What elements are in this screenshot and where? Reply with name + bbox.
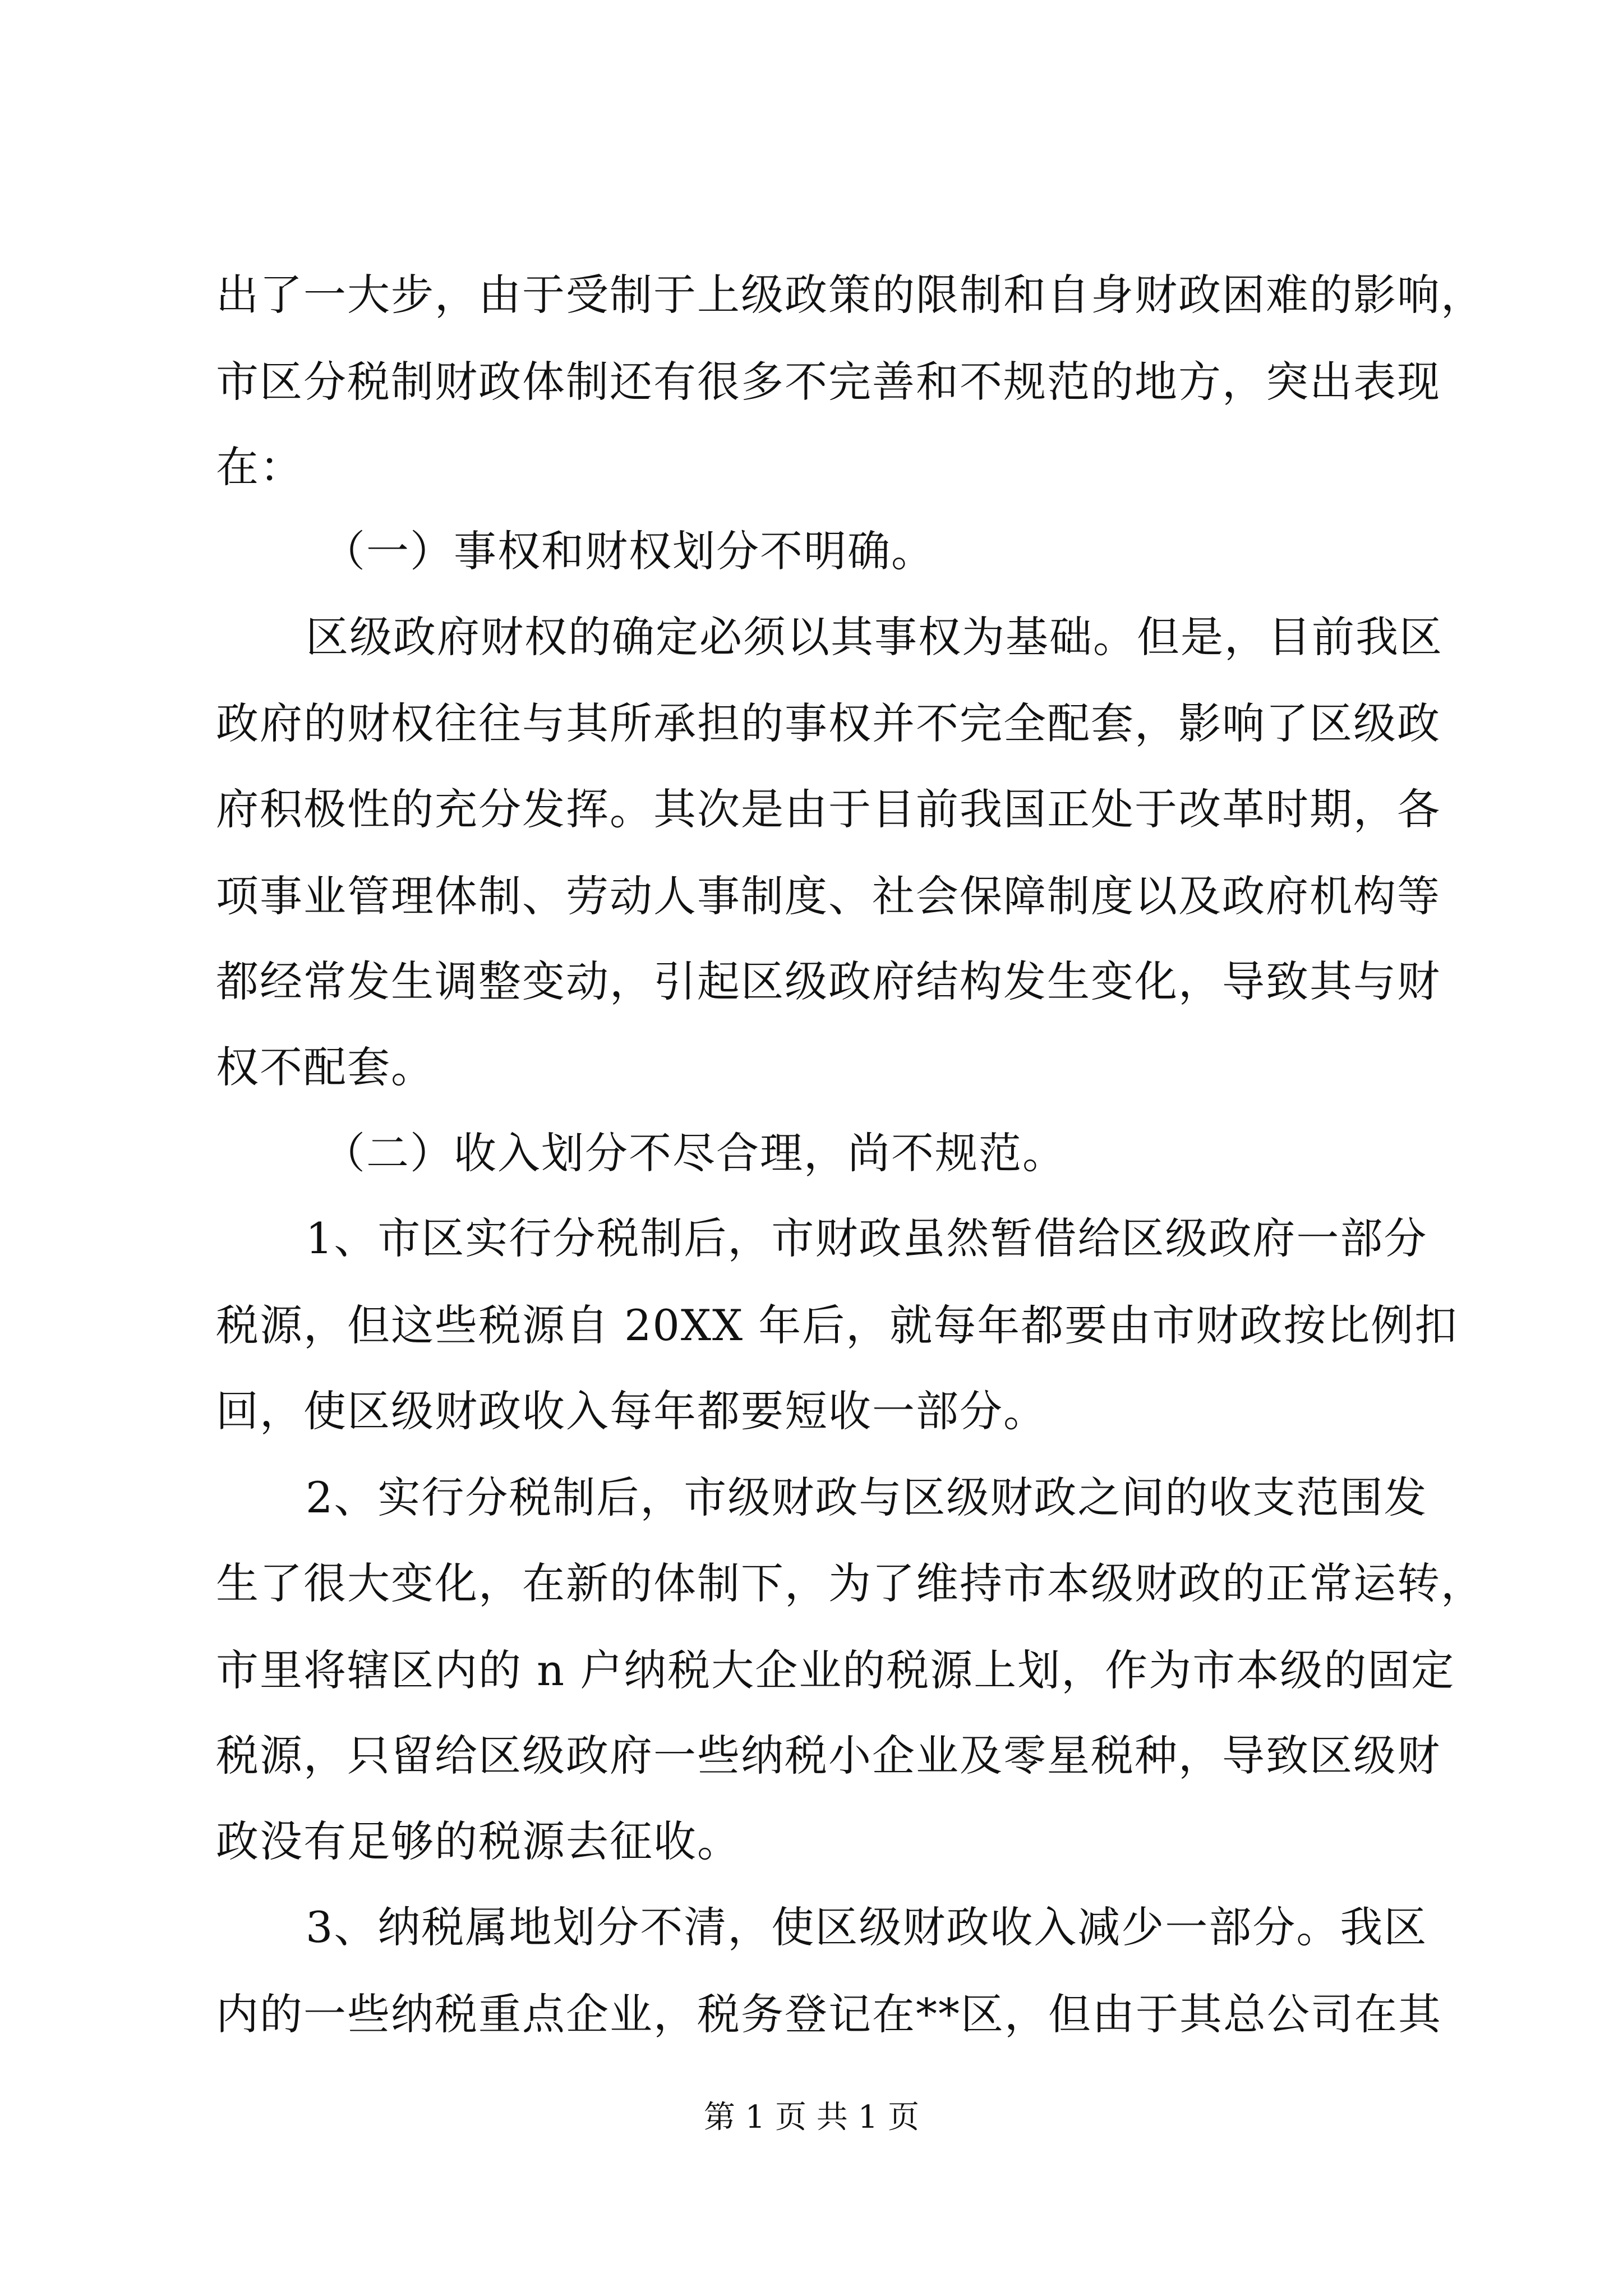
body-line: 2、实行分税制后，市级财政与区级财政之间的收支范围发 [306,1473,1428,1522]
body-line: 都经常发生调整变动，引起区级政府结构发生变化，导致其与财 [216,956,1441,1006]
body-line: 市里将辖区内的 n 户纳税大企业的税源上划，作为市本级的固定 [216,1645,1455,1695]
body-line: 权不配套。 [216,1042,435,1092]
page-number-footer: 第 1 页 共 1 页 [703,2099,920,2136]
section-heading-1: （一）事权和财权划分不明确。 [322,526,935,576]
body-line: 内的一些纳税重点企业，税务登记在**区，但由于其总公司在其 [216,1989,1442,2039]
body-line: 税源，只留给区级政府一些纳税小企业及零星税种，导致区级财 [216,1731,1441,1780]
section-heading-2: （二）收入划分不尽合理，尚不规范。 [322,1128,1066,1178]
body-line: 区级政府财权的确定必须以其事权为基础。但是，目前我区 [306,612,1443,662]
body-line: 政没有足够的税源去征收。 [216,1816,741,1866]
body-line: 税源，但这些税源自 20XX 年后，就每年都要由市财政按比例扣 [216,1300,1459,1350]
body-line: 府积极性的充分发挥。其次是由于目前我国正处于改革时期，各 [216,784,1441,834]
body-line: 回，使区级财政收入每年都要短收一部分。 [216,1386,1047,1436]
body-line: 3、纳税属地划分不清，使区级财政收入减少一部分。我区 [306,1902,1428,1952]
body-line: 1、市区实行分税制后，市财政虽然暂借给区级政府一部分 [306,1213,1428,1263]
body-line: 市区分税制财政体制还有很多不完善和不规范的地方，突出表现 [216,357,1441,407]
body-line: 生了很大变化，在新的体制下，为了维持市本级财政的正常运转， [216,1558,1484,1608]
body-line: 出了一大步，由于受制于上级政策的限制和自身财政困难的影响， [216,270,1484,320]
body-line: 项事业管理体制、劳动人事制度、社会保障制度以及政府机构等 [216,871,1441,921]
body-line: 在： [216,442,303,492]
body-line: 政府的财权往往与其所承担的事权并不完全配套，影响了区级政 [216,698,1441,748]
